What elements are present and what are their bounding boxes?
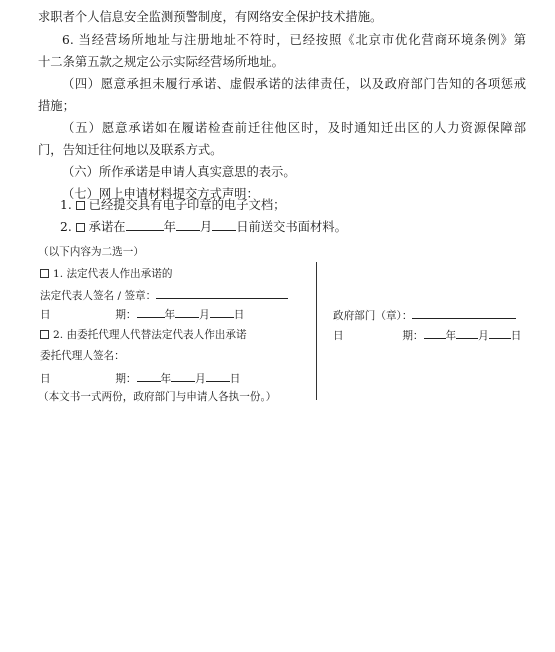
agent-option-label: 2. 由委托代理人代替法定代表人作出承诺 [53, 329, 247, 341]
legal-representative-option [40, 264, 172, 284]
date-qi-label: 期： [402, 330, 424, 342]
paragraph-7: （七）网上申请材料提交方式声明： [62, 187, 259, 201]
paragraph-security-measures: 求职者个人信息安全监测预警制度，有网络安全保护技术措施。 [38, 10, 383, 24]
year-label: 年 [163, 220, 176, 234]
gov-seal-row [333, 304, 516, 326]
year-label: 年 [164, 309, 176, 321]
date-qi-label: 期： [115, 309, 137, 321]
day-label: 日 [510, 330, 522, 342]
month-label: 月 [199, 220, 213, 234]
date-ri-label: 日 [40, 373, 51, 385]
copies-footnote: （本文书一式两份，政府部门与申请人各执一份。） [38, 391, 277, 403]
paper-month-blank[interactable] [176, 216, 200, 231]
gov-seal-field[interactable] [412, 304, 516, 319]
option-electronic-doc-label: 已经提交具有电子印章的电子文档； [88, 198, 286, 212]
gov-day-blank[interactable] [489, 324, 511, 339]
checkbox-agent[interactable] [40, 330, 49, 339]
option-electronic-doc [60, 194, 285, 216]
day-label: 日 [229, 373, 241, 385]
paper-day-blank[interactable] [212, 216, 236, 231]
gov-seal-label: 政府部门（章）： [333, 310, 413, 322]
date-ri-label: 日 [40, 309, 51, 321]
signature-divider [316, 262, 317, 400]
gov-year-blank[interactable] [424, 324, 446, 339]
day-label: 日 [233, 309, 245, 321]
month-label: 月 [195, 373, 206, 385]
paragraph-6b: （六）所作承诺是申请人真实意思的表示。 [62, 165, 296, 179]
paper-year-blank[interactable] [126, 216, 164, 231]
checkbox-paper-doc[interactable] [76, 223, 85, 232]
legal-date-row [40, 303, 244, 325]
date-qi-label: 期： [115, 373, 137, 385]
legal-year-blank[interactable] [137, 303, 165, 318]
agent-day-blank[interactable] [206, 367, 230, 382]
legal-signature-label: 法定代表人签名 / 签章： [40, 290, 157, 302]
date-ri-label: 日 [333, 330, 344, 342]
agent-date-row [40, 367, 240, 389]
month-label: 月 [478, 330, 489, 342]
paragraph-6-line1: 6. 当经营场所地址与注册地址不符时，已经按照《北京市优化营商环境条例》第 [62, 33, 526, 47]
year-label: 年 [445, 330, 457, 342]
option-paper-doc-prefix: 承诺在 [88, 220, 126, 234]
agent-signature-label: 委托代理人签名： [40, 350, 125, 362]
year-label: 年 [160, 373, 172, 385]
legal-signature-field[interactable] [156, 284, 288, 299]
legal-day-blank[interactable] [210, 303, 234, 318]
choose-one-note: （以下内容为二选一） [38, 246, 144, 258]
option-number: 1. [60, 198, 72, 212]
agent-signature-row [40, 346, 125, 366]
option-number: 2. [60, 220, 72, 234]
checkbox-legal-representative[interactable] [40, 269, 49, 278]
agent-year-blank[interactable] [137, 367, 161, 382]
paragraph-4-line1: （四）愿意承担未履行承诺、虚假承诺的法律责任，以及政府部门告知的各项惩戒 [62, 77, 526, 91]
agent-option [40, 325, 247, 345]
month-label: 月 [199, 309, 210, 321]
legal-representative-option-label: 1. 法定代表人作出承诺的 [53, 268, 173, 280]
agent-month-blank[interactable] [171, 367, 195, 382]
paragraph-6-line2: 十二条第五款之规定公示实际经营场所地址。 [38, 55, 284, 69]
paragraph-4-line2: 措施； [38, 99, 75, 113]
gov-month-blank[interactable] [456, 324, 478, 339]
day-suffix: 日前送交书面材料。 [236, 220, 347, 234]
checkbox-electronic-doc[interactable] [76, 201, 85, 210]
paragraph-5-line1: （五）愿意承诺如在履诺检查前迁往他区时，及时通知迁出区的人力资源保障部 [62, 121, 526, 135]
option-paper-doc [60, 216, 347, 238]
legal-month-blank[interactable] [175, 303, 199, 318]
gov-date-row [333, 324, 521, 346]
paragraph-5-line2: 门，告知迁往何地以及联系方式。 [38, 143, 223, 157]
